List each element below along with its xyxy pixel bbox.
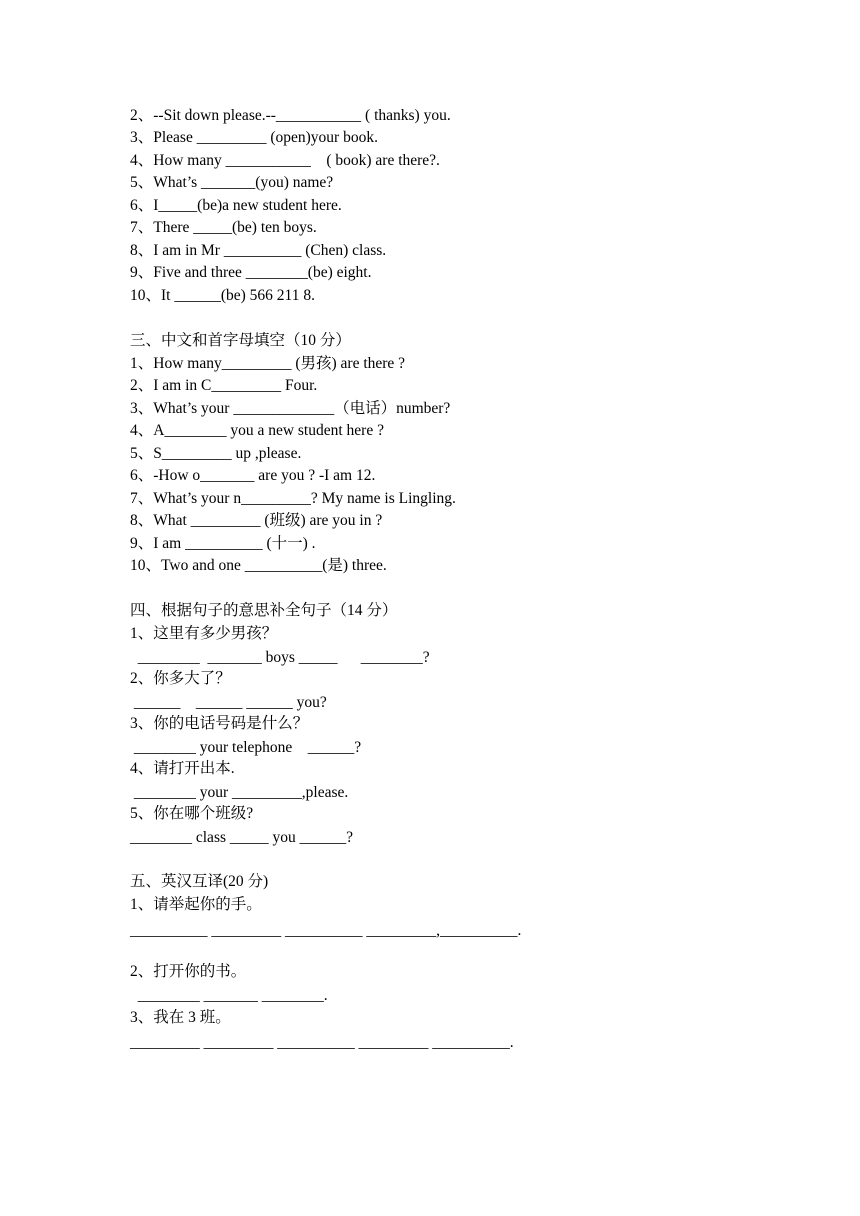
section4-question-5: 5、你在哪个班级? bbox=[130, 805, 254, 822]
section5-question-2: 2、打开你的书。 bbox=[130, 963, 247, 980]
section3-item-1: 1、How many_________ (男孩) are there ? bbox=[130, 355, 406, 372]
section4-question-1: 1、这里有多少男孩？ bbox=[130, 625, 278, 642]
section2-item-4: 4、How many ___________ ( book) are there?. bbox=[130, 152, 440, 169]
section2-item-6: 6、I_____(be)a new student here. bbox=[130, 197, 342, 214]
section4-heading: 四、根据句子的意思补全句子（14 分） bbox=[130, 602, 398, 619]
section3-item-2: 2、I am in C_________ Four. bbox=[130, 377, 318, 394]
section3-item-7: 7、What’s your n_________? My name is Lingling. bbox=[130, 490, 456, 507]
section4-answer-4: ________ your _________,please. bbox=[130, 784, 349, 801]
section3-item-4: 4、A________ you a new student here ? bbox=[130, 422, 384, 439]
section4-question-2: 2、你多大了？ bbox=[130, 670, 231, 687]
section5-heading: 五、英汉互译(20 分) bbox=[130, 873, 269, 890]
section3-item-9: 9、I am __________ (十一) . bbox=[130, 535, 316, 552]
section3-item-5: 5、S_________ up ,please. bbox=[130, 445, 302, 462]
section3-heading: 三、中文和首字母填空（10 分） bbox=[130, 332, 351, 349]
section2-item-2: 2、--Sit down please.--___________ ( thanks) you. bbox=[130, 107, 451, 124]
section3-item-3: 3、What’s your _____________（电话）number? bbox=[130, 400, 451, 417]
section4-question-4: 4、请打开出本. bbox=[130, 760, 235, 777]
section4-answer-2: ______ ______ ______ you? bbox=[130, 694, 327, 711]
section3-item-8: 8、What _________ (班级) are you in ? bbox=[130, 512, 383, 529]
section4-answer-3: ________ your telephone ______? bbox=[130, 739, 362, 756]
section2-item-5: 5、What’s _______(you) name? bbox=[130, 174, 334, 191]
section2-item-8: 8、I am in Mr __________ (Chen) class. bbox=[130, 242, 387, 259]
section5-answer-1: __________ _________ __________ _________,__________. bbox=[130, 922, 522, 939]
section2-item-10: 10、It ______(be) 566 211 8. bbox=[130, 287, 315, 304]
section4-question-3: 3、你的电话号码是什么？ bbox=[130, 715, 309, 732]
section2-item-7: 7、There _____(be) ten boys. bbox=[130, 219, 317, 236]
section2-item-9: 9、Five and three ________(be) eight. bbox=[130, 264, 372, 281]
section5-answer-2: ________ _______ ________. bbox=[130, 987, 328, 1004]
section5-question-3: 3、我在 3 班。 bbox=[130, 1009, 231, 1026]
section3-item-6: 6、-How o_______ are you ? -I am 12. bbox=[130, 467, 376, 484]
section4-answer-5: ________ class _____ you ______? bbox=[130, 829, 354, 846]
section5-question-1: 1、请举起你的手。 bbox=[130, 896, 262, 913]
section2-item-3: 3、Please _________ (open)your book. bbox=[130, 129, 378, 146]
section3-item-10: 10、Two and one __________(是) three. bbox=[130, 557, 387, 574]
section4-answer-1: ________ _______ boys _____ ________? bbox=[130, 649, 430, 666]
section5-answer-3: _________ _________ __________ _________ __________. bbox=[130, 1034, 514, 1051]
